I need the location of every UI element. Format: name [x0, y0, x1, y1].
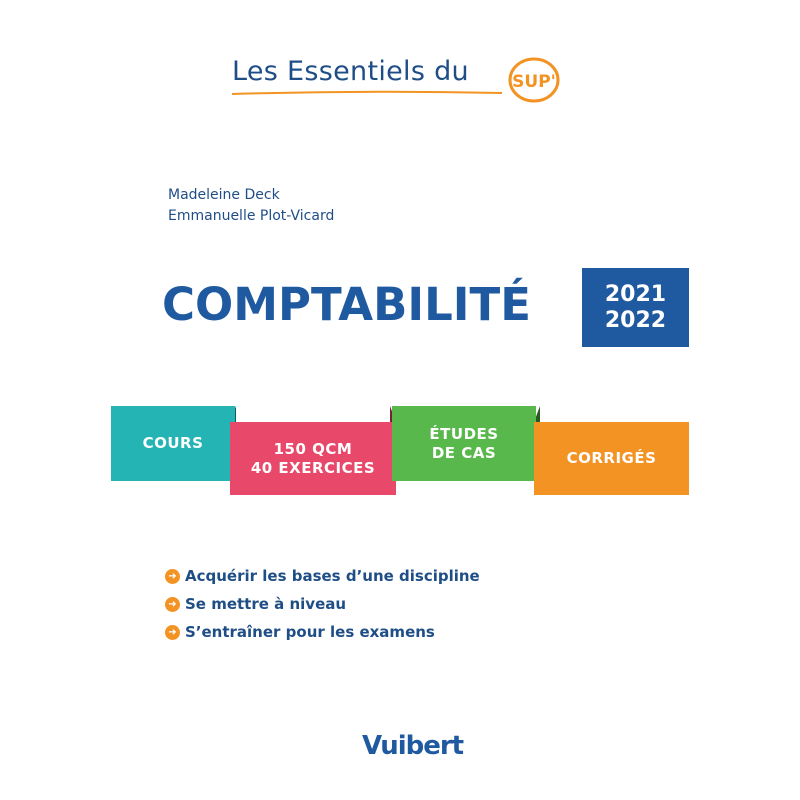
tag-etudes-line-2: DE CAS: [431, 443, 497, 462]
tag-qcm-line-2: 40 EXERCICES: [250, 458, 376, 477]
benefit-text: S’entraîner pour les examens: [185, 623, 435, 641]
publisher-logo: Vuibert: [362, 731, 464, 761]
benefit-item: [165, 618, 480, 646]
sup-logo-text: SUP': [512, 72, 556, 92]
series-title: [232, 54, 592, 104]
arrow-circle-icon: ➜: [165, 597, 180, 612]
year-end: 2022: [604, 307, 667, 333]
benefit-item: [165, 590, 480, 618]
sup-logo: [504, 54, 564, 104]
series-underline: [232, 90, 502, 96]
series-prefix: Les Essentiels du: [232, 56, 469, 87]
benefit-text: Acquérir les bases d’une discipline: [185, 567, 480, 585]
tag-qcm-exercices: [230, 422, 396, 495]
tag-corriges: [534, 422, 689, 495]
arrow-circle-icon: ➜: [165, 569, 180, 584]
authors: [168, 185, 334, 227]
tag-etudes-line-1: ÉTUDES: [429, 424, 499, 443]
edition-years-box: [582, 268, 689, 347]
tag-cours-label: COURS: [142, 434, 204, 452]
author-2: Emmanuelle Plot-Vicard: [168, 208, 335, 224]
arrow-circle-icon: ➜: [165, 625, 180, 640]
book-title: COMPTABILITÉ: [162, 278, 531, 331]
benefit-item: [165, 562, 480, 590]
benefit-text: Se mettre à niveau: [185, 595, 347, 613]
benefits-list: [165, 562, 480, 646]
tag-qcm-line-1: 150 QCM: [273, 439, 353, 458]
tag-corriges-label: CORRIGÉS: [566, 449, 657, 467]
tag-etudes-de-cas: [392, 406, 536, 481]
year-start: 2021: [604, 281, 667, 307]
tag-cours: [111, 406, 235, 481]
author-1: Madeleine Deck: [168, 187, 280, 203]
